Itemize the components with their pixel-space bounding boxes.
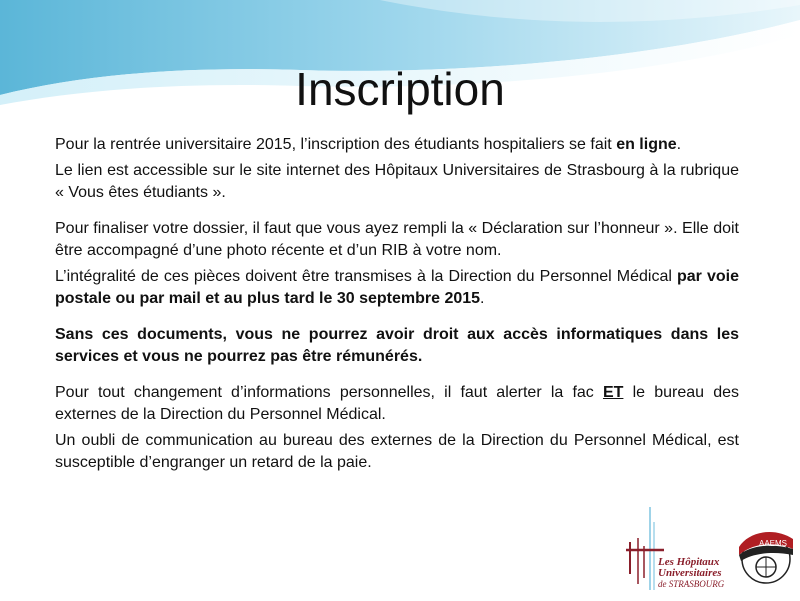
text: . <box>676 136 682 153</box>
text: Pour la rentrée universitaire 2015, l’inscription des étudiants hospitaliers se fait <box>55 136 617 153</box>
hus-line3: de STRASBOURG <box>658 579 725 589</box>
paragraph-changes <box>55 382 739 426</box>
hus-line2: Universitaires <box>658 567 722 579</box>
bold-text: en ligne <box>616 136 677 153</box>
slide-body <box>55 134 739 478</box>
aaems-logo <box>735 525 797 587</box>
paragraph-declaration: Pour finaliser votre dossier, il faut que vous ayez rempli la « Déclaration sur l’honneur ». Elle doit être accompagné d’une photo récente et d’un RIB à votre nom. <box>55 220 739 259</box>
paragraph-link-info: Le lien est accessible sur le site internet des Hôpitaux Universitaires de Strasbourg à la rubrique « Vous êtes étudiants ». <box>55 162 739 201</box>
aaems-label: AAEMS <box>759 539 788 548</box>
hus-line1: Les Hôpitaux <box>658 556 720 568</box>
paragraph-payment-delay: Un oubli de communication au bureau des externes de la Direction du Personnel Médical, est susceptible d’engranger un retard de la paie. <box>55 432 739 471</box>
paragraph-transmission <box>55 266 739 310</box>
hus-logo <box>620 502 730 596</box>
text: . <box>480 290 485 307</box>
underlined-bold-text: ET <box>602 384 624 401</box>
bold-text: par voie postale ou par mail et au plus tard le 30 septembre 2015 <box>55 268 740 307</box>
text: L’intégralité de ces pièces doivent être transmises à la Direction du Personnel Médical <box>55 268 677 285</box>
slide-title: Inscription <box>295 63 505 115</box>
aaems-logo-mark-icon <box>735 525 797 587</box>
text: le bureau des externes de la Direction du Personnel Médical. <box>55 384 740 423</box>
hus-logo-text <box>658 557 738 590</box>
paragraph-warning: Sans ces documents, vous ne pourrez avoir droit aux accès informatiques dans les services et vous ne pourrez pas être rémunérés. <box>55 326 739 365</box>
paragraph-online-registration <box>55 134 739 156</box>
text: Pour tout changement d’informations personnelles, il faut alerter la fac <box>55 384 603 401</box>
